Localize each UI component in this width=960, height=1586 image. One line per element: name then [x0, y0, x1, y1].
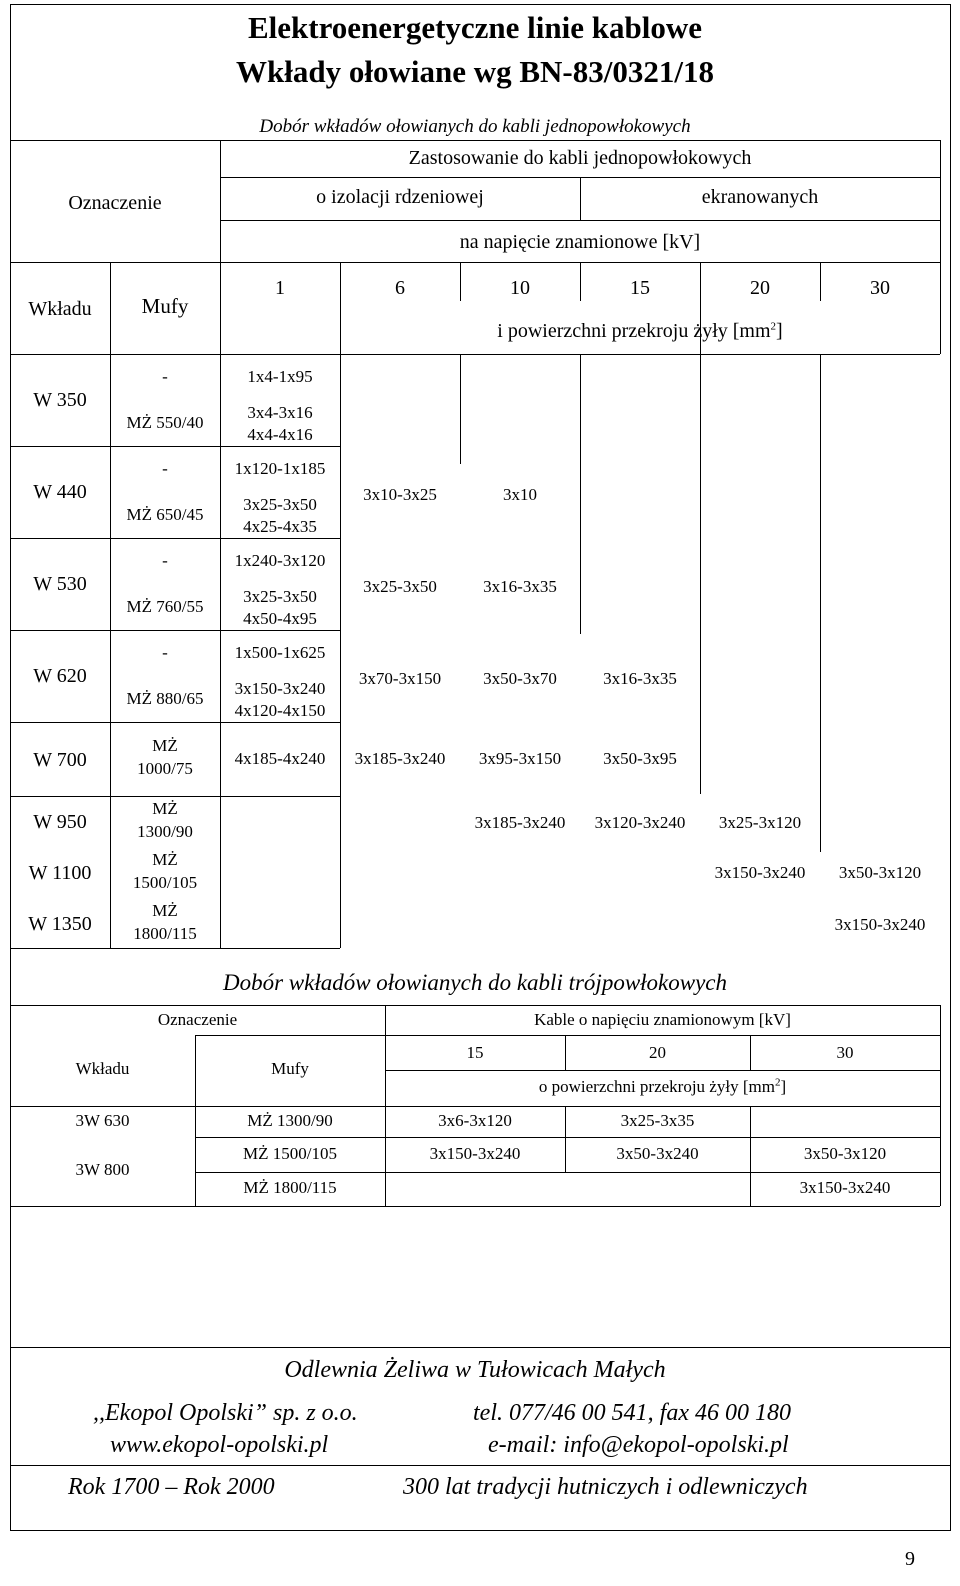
t2-voltage-15: 15: [466, 1043, 484, 1062]
t1-header-napiecie: na napięcie znamionowe [kV]: [459, 231, 701, 253]
t1-header-izolacji: o izolacji rdzeniowej: [316, 186, 484, 208]
t2-header-wkladu: Wkładu: [75, 1059, 130, 1078]
w440-10kv: 3x10: [503, 485, 537, 504]
mufa-w950-b: 1300/90: [137, 822, 193, 841]
w1100-30kv: 3x50-3x120: [838, 863, 922, 882]
mufa-w1100-a: MŻ: [152, 850, 178, 869]
t2-header-mufy: Mufy: [271, 1059, 309, 1078]
w440-6kv: 3x10-3x25: [363, 485, 437, 504]
v1-w620-a: 1x500-1x625: [234, 643, 326, 662]
v1-w530-c: 4x50-4x95: [243, 609, 317, 628]
wklad-w350: W 350: [33, 389, 87, 411]
mufa-w1350-b: 1800/115: [133, 924, 197, 943]
t2-mufa-1300: MŻ 1300/90: [247, 1111, 333, 1130]
wklad-w950: W 950: [33, 811, 87, 833]
t1-voltage-15: 15: [630, 277, 650, 299]
t2-3w800-30kv-a: 3x50-3x120: [803, 1144, 887, 1163]
t1-header-mufy: Mufy: [141, 294, 189, 318]
w700-6kv: 3x185-3x240: [354, 749, 446, 768]
v1-w530-b: 3x25-3x50: [243, 587, 317, 606]
w530-10kv: 3x16-3x35: [483, 577, 557, 596]
w620-15kv: 3x16-3x35: [603, 669, 677, 688]
mufa-w350-dash: -: [162, 367, 168, 386]
wklad-w620: W 620: [33, 665, 87, 687]
w620-6kv: 3x70-3x150: [358, 669, 442, 688]
w700-10kv: 3x95-3x150: [478, 749, 562, 768]
footer-foundry: Odlewnia Żeliwa w Tułowicach Małych: [284, 1357, 666, 1383]
t1-voltage-10: 10: [510, 277, 530, 299]
t2-header-oznaczenie: Oznaczenie: [157, 1010, 238, 1029]
mufa-w950-a: MŻ: [152, 799, 178, 818]
mufa-w700-a: MŻ: [152, 736, 178, 755]
t1-voltage-1: 1: [275, 277, 285, 299]
t2-voltage-20: 20: [649, 1043, 666, 1062]
t1-voltage-20: 20: [750, 277, 770, 299]
mufa-w440: MŻ 650/45: [126, 505, 204, 524]
v1-w350-c: 4x4-4x16: [247, 425, 313, 444]
title-line-1: Elektroenergetyczne linie kablowe: [247, 10, 702, 45]
w620-10kv: 3x50-3x70: [483, 669, 557, 688]
t2-3w800-20kv: 3x50-3x240: [616, 1144, 699, 1163]
footer-tradition: 300 lat tradycji hutniczych i odlewniczych: [403, 1474, 808, 1500]
t2-mufa-1500: MŻ 1500/105: [243, 1144, 337, 1163]
mufa-w530-dash: -: [162, 551, 168, 570]
t2-header-przekroj: o powierzchni przekroju żyły $[mm^2]$: [538, 1076, 787, 1096]
t1-header-przekroj: i powierzchni przekroju żyły $[mm^2]$: [497, 320, 783, 342]
t2-voltage-30: 30: [836, 1043, 854, 1062]
t2-header-kable: Kable o napięciu znamionowym [kV]: [534, 1010, 791, 1029]
footer-email: e-mail: info@ekopol-opolski.pl: [488, 1432, 789, 1458]
table2-caption: Dobór wkładów ołowianych do kabli trójpowłokowych: [222, 970, 728, 995]
mufa-w350: MŻ 550/40: [126, 413, 204, 432]
t1-voltage-30: 30: [870, 277, 890, 299]
w1100-20kv: 3x150-3x240: [714, 863, 806, 882]
wklad-w530: W 530: [33, 573, 87, 595]
t2-mufa-1800: MŻ 1800/115: [243, 1178, 337, 1197]
t2-3w800-30kv-b: 3x150-3x240: [799, 1178, 891, 1197]
mufa-w1100-b: 1500/105: [132, 873, 198, 892]
title-line-2: Wkłady ołowiane wg BN-83/0321/18: [236, 54, 714, 89]
t2-3w800-15kv: 3x150-3x240: [429, 1144, 521, 1163]
mufa-w620: MŻ 880/65: [126, 689, 204, 708]
w950-15kv: 3x120-3x240: [594, 813, 686, 832]
t1-header-wkladu: Wkładu: [28, 298, 92, 320]
t2-wklad-3w630: 3W 630: [75, 1111, 130, 1130]
wklad-w1350: W 1350: [28, 913, 92, 935]
table1-caption: Dobór wkładów ołowianych do kabli jednopowłokowych: [259, 116, 691, 137]
w950-20kv: 3x25-3x120: [718, 813, 802, 832]
mufa-w530: MŻ 760/55: [126, 597, 204, 616]
v1-w620-b: 3x150-3x240: [234, 679, 326, 698]
wklad-w440: W 440: [33, 481, 87, 503]
t1-voltage-6: 6: [395, 277, 405, 299]
w700-15kv: 3x50-3x95: [603, 749, 677, 768]
v1-w700: 4x185-4x240: [234, 749, 326, 768]
mufa-w700-b: 1000/75: [137, 759, 193, 778]
v1-w440-c: 4x25-4x35: [243, 517, 317, 536]
w950-10kv: 3x185-3x240: [474, 813, 566, 832]
wklad-w700: W 700: [33, 749, 87, 771]
t2-3w630-20kv: 3x25-3x35: [620, 1111, 695, 1130]
v1-w440-a: 1x120-1x185: [234, 459, 326, 478]
v1-w440-b: 3x25-3x50: [243, 495, 317, 514]
mufa-w620-dash: -: [162, 643, 168, 662]
w1350-30kv: 3x150-3x240: [834, 915, 926, 934]
t1-header-ekranowanych: ekranowanych: [701, 186, 819, 208]
t1-header-oznaczenie: Oznaczenie: [68, 192, 162, 214]
page-number: 9: [905, 1548, 915, 1570]
mufa-w1350-a: MŻ: [152, 901, 178, 920]
v1-w350-b: 3x4-3x16: [247, 403, 313, 422]
w530-6kv: 3x25-3x50: [363, 577, 437, 596]
footer-phone: tel. 077/46 00 541, fax 46 00 180: [473, 1400, 791, 1426]
mufa-w440-dash: -: [162, 459, 168, 478]
t1-header-zastosowanie: Zastosowanie do kabli jednopowłokowych: [408, 147, 752, 169]
v1-w350-a: 1x4-1x95: [247, 367, 313, 386]
t2-3w630-15kv: 3x6-3x120: [438, 1111, 512, 1130]
footer-company: ,,Ekopol Opolski” sp. z o.o.: [93, 1400, 358, 1426]
footer-years: Rok 1700 – Rok 2000: [68, 1474, 275, 1500]
v1-w620-c: 4x120-4x150: [234, 701, 326, 720]
t2-wklad-3w800: 3W 800: [75, 1160, 130, 1179]
v1-w530-a: 1x240-3x120: [234, 551, 326, 570]
wklad-w1100: W 1100: [28, 862, 92, 884]
footer-website: www.ekopol-opolski.pl: [110, 1432, 329, 1458]
